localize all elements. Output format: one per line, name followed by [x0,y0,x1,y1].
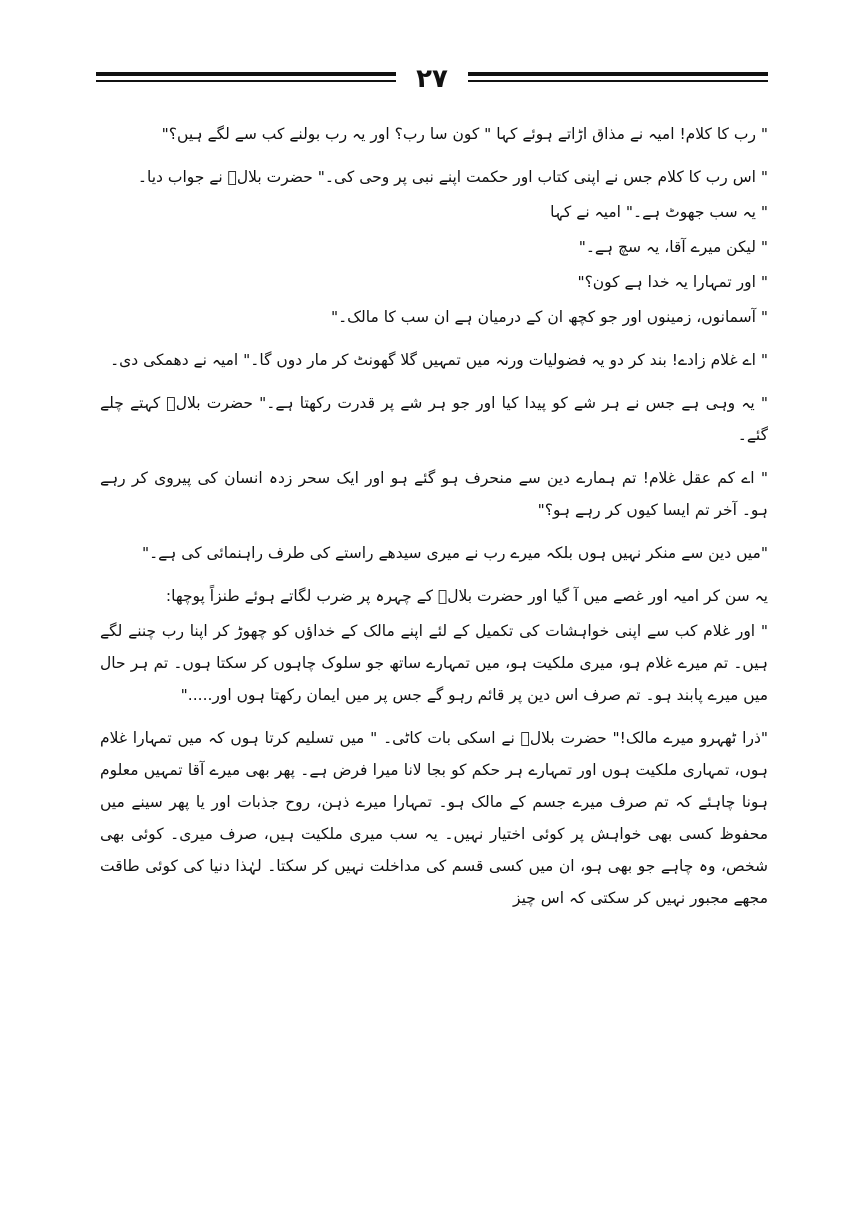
paragraph-12: " اور غلام کب سے اپنی خواہشات کی تکمیل کے لئے اپنے مالک کے خداؤں کو چھوڑ کر اپنا رب چننے لگے ہیں۔ تم میرے غلام ہو، میری ملکیت ہو، میں تمہارے ساتھ جو سلوک چاہوں کر سکتا ہوں۔ تم ہر حال میں میرے پابند ہو۔ تم صرف اس دین پر قائم رہو گے جس پر میں ایمان رکھتا ہوں اور....." [100,622,768,704]
header-rule-left [96,72,396,86]
paragraph-6: " آسمانوں، زمینوں اور جو کچھ ان کے درمیان ہے ان سب کا مالک۔" [330,308,768,326]
paragraph-11: یہ سن کر امیہ اور غصے میں آ گیا اور حضرت بلالؓ کے چہرہ پر ضرب لگاتے ہوئے طنزاً پوچھا: [165,587,768,605]
page-number: ۲۷ [416,64,448,94]
page-body [100,118,768,1208]
page-header [96,62,768,96]
paragraph-4: " لیکن میرے آقا، یہ سچ ہے۔" [578,238,768,256]
paragraph-3: " یہ سب جھوٹ ہے۔" امیہ نے کہا [550,203,768,221]
paragraph-10: "میں دین سے منکر نہیں ہوں بلکہ میرے رب نے میری سیدھے راستے کی طرف راہنمائی کی ہے۔" [141,544,768,562]
header-rule-right [468,72,768,86]
paragraph-8: " یہ وہی ہے جس نے ہر شے کو پیدا کیا اور جو ہر شے پر قدرت رکھتا ہے۔" حضرت بلالؓ کہتے چلے گئے۔ [100,394,768,444]
paragraph-13: "ذرا ٹھہرو میرے مالک!" حضرت بلالؓ نے اسکی بات کاٹی۔ " میں تسلیم کرتا ہوں کہ میں تمہارا غلام ہوں، تمہاری ملکیت ہوں اور تمہارے ہر حکم کو بجا لانا میرا فرض ہے۔ پھر بھی میرے آقا تمہیں معلوم ہونا چاہئے کہ تم صرف میرے جسم کے مالک ہو۔ تمہارا میرے ذہن، روح جذبات اور یا پھر سینے میں محفوظ کسی بھی خواہش پر کوئی اختیار نہیں۔ یہ سب میری ملکیت ہیں، صرف میری۔ کوئی بھی شخص، وہ چاہے جو بھی ہو، ان میں کسی قسم کی مداخلت نہیں کر سکتا۔ لہٰذا دنیا کی کوئی طاقت مجھے مجبور نہیں کر سکتی کہ اس چیز [100,729,768,907]
paragraph-7: " اے غلام زادے! بند کر دو یہ فضولیات ورنہ میں تمہیں گلا گھونٹ کر مار دوں گا۔" امیہ نے دھمکی دی۔ [110,351,768,369]
paragraph-1: " رب کا کلام! امیہ نے مذاق اڑاتے ہوئے کہا " کون سا رب؟ اور یہ رب بولنے کب سے لگے ہیں؟" [161,125,768,143]
paragraph-9: " اے کم عقل غلام! تم ہمارے دین سے منحرف ہو گئے ہو اور ایک سحر زدہ انسان کی پیروی کر رہے ہو۔ آخر تم ایسا کیوں کر رہے ہو؟" [100,469,768,519]
paragraph-2: " اس رب کا کلام جس نے اپنی کتاب اور حکمت اپنے نبی پر وحی کی۔" حضرت بلالؓ نے جواب دیا۔ [137,168,768,186]
paragraph-5: " اور تمہارا یہ خدا ہے کون؟" [577,273,768,291]
